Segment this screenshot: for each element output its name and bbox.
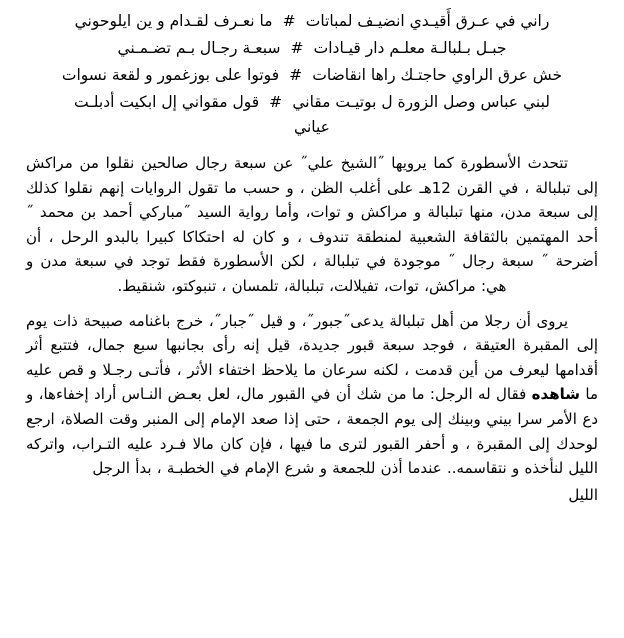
verse-hemistich-right: لبني عباس وصل الزورة ل بوتيـت مقاني: [292, 93, 550, 111]
verse-hemistich-right: خش عرق الراوي حاجتـك راها انقاضات: [312, 66, 563, 84]
paragraph-cutoff: [26, 483, 598, 508]
paragraph-story-emphasis: شاهده: [531, 385, 580, 404]
paragraph-cutoff-text: الليل: [568, 485, 598, 504]
verse-line: [26, 35, 598, 62]
paragraph-legend-text: تتحدث الأسطورة كما يرويها ˝الشيخ علي˝ عن سبعة رجال صالحين نقلوا من مراكش إلى تبلبالة ، في القرن 12هـ على أغلب الظن ، و حسب ما تقول الروايات إنهم نقلوا كذلك إلى سبعة مدن، منها تبلبالة و مراكش و توات، وأما رواية السيد ˝مباركي أحمد بن محمد ˝ أحد المهتمين بالثقافة الشعبية لمنطقة تندوف ، و كان له احتكاكا كبيرا بالبدو الرحل ، أن أضرحة ˝ سبعة رجال ˝ موجودة في تبلبالة ، لكن الأسطورة فقط توجد في سبعة مدن و هي: مراكش، توات، تفيلالت، تبلبالة، تلمسان ، تنبوكتو، شنقيط.: [26, 154, 598, 295]
verse-separator: #: [290, 39, 304, 57]
paragraph-story-text-part2: فقال له الرجل: ما من شك أن في القبور مال، لعل بعـض النـاس أراد إخفاءها، و دع الأمر سرا بيني وبينك إلى يوم الجمعة ، حتى إذا صعد الإمام إلى المنبر وقت الصلاة، ارجع لوحدك إلى المقبرة ، و أحفر القبور لترى ما فيها ، فإن كان مالا فـرد عليه التـراب، واتركه الليل لنأخذه و نتقاسمه.. عندما أذن للجمعة و شرع الإمام في الخطبـة ، بدأ الرجل: [26, 385, 598, 478]
paragraph-story-text-part1: يروى أن رجلا من أهل تبلبالة يدعى˝جبور˝، و قيل ˝جبار˝، خرج باغنامه صبيحة ذات يوم إلى المقبرة العتيقة ، فوجد سبعة قبور جديدة، قيل إنه رأى بجانبها سبع جمال، فتتبع أثر أقدامها ليعرف من أين قدمت ، لكنه سرعان ما يلاحظ اختفاء الأثر ، فأتـى رجـلا و قص عليه ما: [26, 311, 598, 404]
paragraph-story: [26, 309, 598, 481]
verse-hemistich-right: راني في عـرق أَقيـدي انضيـف لمباتات: [305, 12, 550, 30]
verse-hemistich-right: جبـل بـلبالـة معلـم دار قيـادات: [313, 39, 507, 57]
paragraph-legend: [26, 151, 598, 299]
paragraph-gap: [26, 301, 598, 309]
verse-tail-word: عياني: [294, 118, 330, 136]
verse-separator: #: [282, 12, 296, 30]
verse-block: [26, 8, 598, 141]
verse-hemistich-left: فوتوا على بوزغمور و لقعة نسوات: [61, 66, 280, 84]
verse-separator: #: [269, 93, 283, 111]
verse-line: [26, 89, 598, 116]
verse-hemistich-left: سبعـة رجـال بـم تضـمـني: [117, 39, 281, 57]
verse-hemistich-left: ما نعـرف لقـدام و ين ايلوحوني: [74, 12, 273, 30]
verse-line: [26, 62, 598, 89]
verse-line: [26, 8, 598, 35]
verse-separator: #: [289, 66, 303, 84]
verse-hemistich-left: قول مقواني إل ابكيت أدبلـت: [74, 93, 260, 111]
